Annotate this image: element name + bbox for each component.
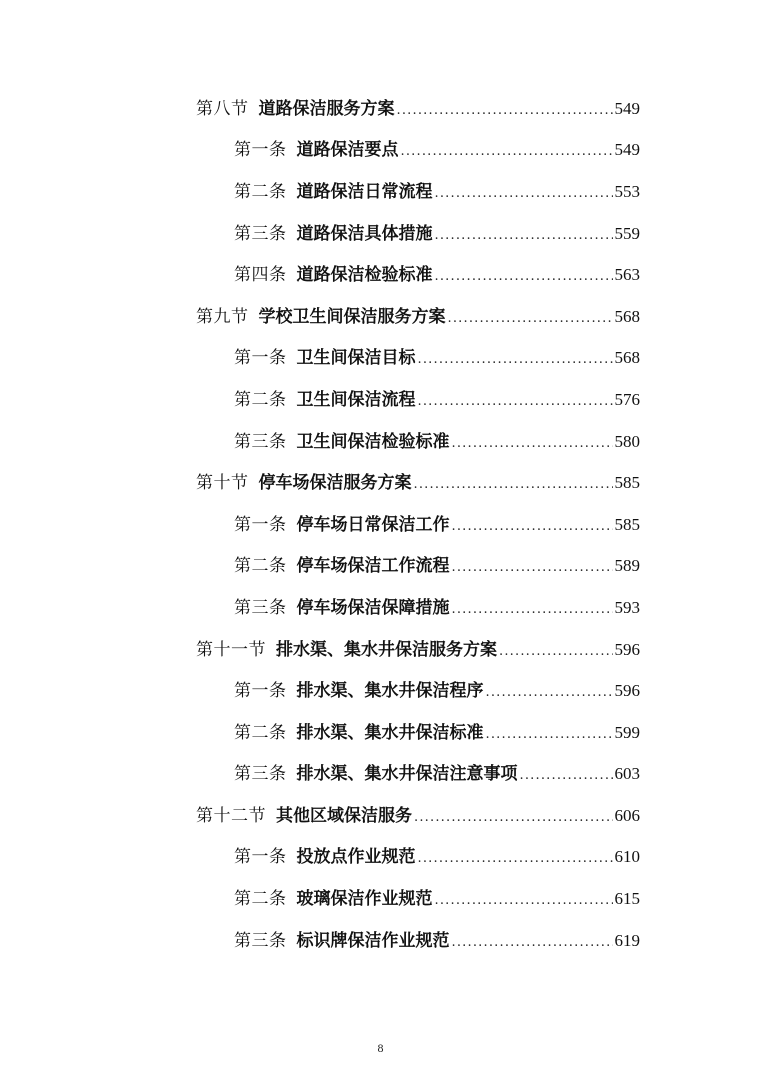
toc-entry[interactable] (0, 254, 761, 296)
toc-entry-number: 第二条 (234, 181, 287, 202)
toc-entry[interactable] (0, 88, 761, 130)
dot-leader (452, 561, 613, 574)
toc-entry-title: 其他区域保洁服务 (276, 805, 412, 826)
toc-entry-page: 606 (614, 805, 640, 825)
toc-entry-title: 卫生间保洁检验标准 (296, 431, 450, 452)
toc-entry[interactable] (0, 754, 761, 796)
toc-entry[interactable] (0, 213, 761, 255)
toc-entry-number: 第十节 (196, 473, 249, 494)
toc-entry-number: 第一条 (234, 514, 287, 535)
toc-entry-page: 549 (614, 98, 640, 118)
toc-entry-page: 549 (614, 140, 640, 160)
toc-entry-title: 道路保洁具体措施 (296, 223, 433, 244)
toc-entry[interactable] (0, 546, 761, 588)
toc-entry-page: 603 (614, 764, 640, 784)
toc-entry[interactable] (0, 462, 761, 504)
toc-entry[interactable] (0, 837, 761, 879)
toc-entry[interactable] (0, 504, 761, 546)
toc-entry-number: 第三条 (234, 597, 287, 618)
toc-entry[interactable] (0, 670, 761, 712)
toc-entry-number: 第十二节 (196, 805, 266, 826)
toc-entry[interactable] (0, 296, 761, 338)
toc-entry-page: 568 (614, 348, 640, 368)
toc-entry-title: 标识牌保洁作业规范 (296, 930, 450, 951)
toc-entry-page: 576 (614, 389, 640, 409)
toc-entry-number: 第一条 (234, 847, 287, 868)
page-number: 8 (377, 1041, 384, 1055)
toc-entry-title: 排水渠、集水井保洁标准 (296, 722, 484, 743)
toc-entry-number: 第八节 (196, 98, 249, 119)
toc-entry[interactable] (0, 712, 761, 754)
toc-entry-number: 第三条 (234, 431, 287, 452)
toc-entry[interactable] (0, 379, 761, 421)
toc-entry-title: 停车场保洁保障措施 (296, 597, 450, 618)
toc-entry-number: 第一条 (234, 140, 287, 161)
toc-entry-page: 589 (614, 556, 640, 576)
dot-leader (414, 478, 613, 491)
dot-leader (418, 353, 613, 366)
toc-entry[interactable] (0, 878, 761, 920)
dot-leader (520, 769, 613, 782)
toc-entry-page: 593 (614, 597, 640, 617)
toc-entry-number: 第二条 (234, 889, 287, 910)
dot-leader (435, 894, 613, 907)
toc-entry-page: 580 (614, 431, 640, 451)
toc-entry-title: 排水渠、集水井保洁程序 (296, 681, 484, 702)
toc-entry-title: 卫生间保洁目标 (296, 348, 416, 369)
toc-entry-title: 排水渠、集水井保洁服务方案 (276, 639, 497, 660)
toc-entry-number: 第一条 (234, 348, 287, 369)
toc-entry-number: 第一条 (234, 681, 287, 702)
toc-entry-title: 道路保洁日常流程 (296, 181, 433, 202)
toc-entry[interactable] (0, 587, 761, 629)
dot-leader (486, 728, 613, 741)
toc-entry-number: 第三条 (234, 930, 287, 951)
toc-entry-title: 学校卫生间保洁服务方案 (258, 306, 446, 327)
toc-entry-page: 585 (614, 473, 640, 493)
toc-entry-page: 553 (614, 181, 640, 201)
table-of-contents (0, 88, 761, 961)
toc-entry-title: 停车场保洁工作流程 (296, 556, 450, 577)
toc-entry-title: 投放点作业规范 (296, 847, 416, 868)
toc-entry-page: 599 (614, 722, 640, 742)
toc-entry-number: 第三条 (234, 223, 287, 244)
toc-entry-page: 596 (614, 639, 640, 659)
dot-leader (418, 852, 613, 865)
dot-leader (452, 437, 613, 450)
toc-entry[interactable] (0, 629, 761, 671)
toc-entry-number: 第十一节 (196, 639, 266, 660)
toc-entry-title: 排水渠、集水井保洁注意事项 (296, 764, 518, 785)
toc-entry-page: 568 (614, 306, 640, 326)
toc-entry-title: 玻璃保洁作业规范 (296, 889, 433, 910)
toc-entry-number: 第二条 (234, 389, 287, 410)
dot-leader (418, 395, 613, 408)
toc-entry-number: 第九节 (196, 306, 249, 327)
dot-leader (452, 936, 613, 949)
toc-entry[interactable] (0, 171, 761, 213)
toc-entry[interactable] (0, 920, 761, 962)
dot-leader (397, 104, 613, 117)
dot-leader (435, 187, 613, 200)
dot-leader (435, 229, 613, 242)
toc-entry[interactable] (0, 795, 761, 837)
toc-entry-title: 道路保洁服务方案 (258, 98, 395, 119)
toc-entry[interactable] (0, 338, 761, 380)
dot-leader (452, 603, 613, 616)
toc-entry-page: 559 (614, 223, 640, 243)
toc-entry[interactable] (0, 130, 761, 172)
dot-leader (452, 520, 613, 533)
dot-leader (499, 645, 613, 658)
toc-entry-title: 停车场保洁服务方案 (258, 473, 412, 494)
toc-entry-number: 第二条 (234, 556, 287, 577)
dot-leader (414, 811, 613, 824)
toc-entry[interactable] (0, 421, 761, 463)
toc-entry-page: 596 (614, 681, 640, 701)
toc-entry-page: 585 (614, 514, 640, 534)
toc-entry-number: 第四条 (234, 265, 287, 286)
toc-entry-number: 第二条 (234, 722, 287, 743)
toc-entry-title: 停车场日常保洁工作 (296, 514, 450, 535)
toc-entry-page: 610 (614, 847, 640, 867)
toc-entry-page: 619 (614, 930, 640, 950)
toc-entry-page: 615 (614, 889, 640, 909)
toc-entry-title: 道路保洁检验标准 (296, 265, 433, 286)
toc-entry-number: 第三条 (234, 764, 287, 785)
toc-entry-title: 卫生间保洁流程 (296, 389, 416, 410)
toc-entry-title: 道路保洁要点 (296, 140, 399, 161)
dot-leader (435, 270, 613, 283)
dot-leader (401, 145, 613, 158)
toc-entry-page: 563 (614, 265, 640, 285)
dot-leader (486, 686, 613, 699)
dot-leader (448, 312, 613, 325)
